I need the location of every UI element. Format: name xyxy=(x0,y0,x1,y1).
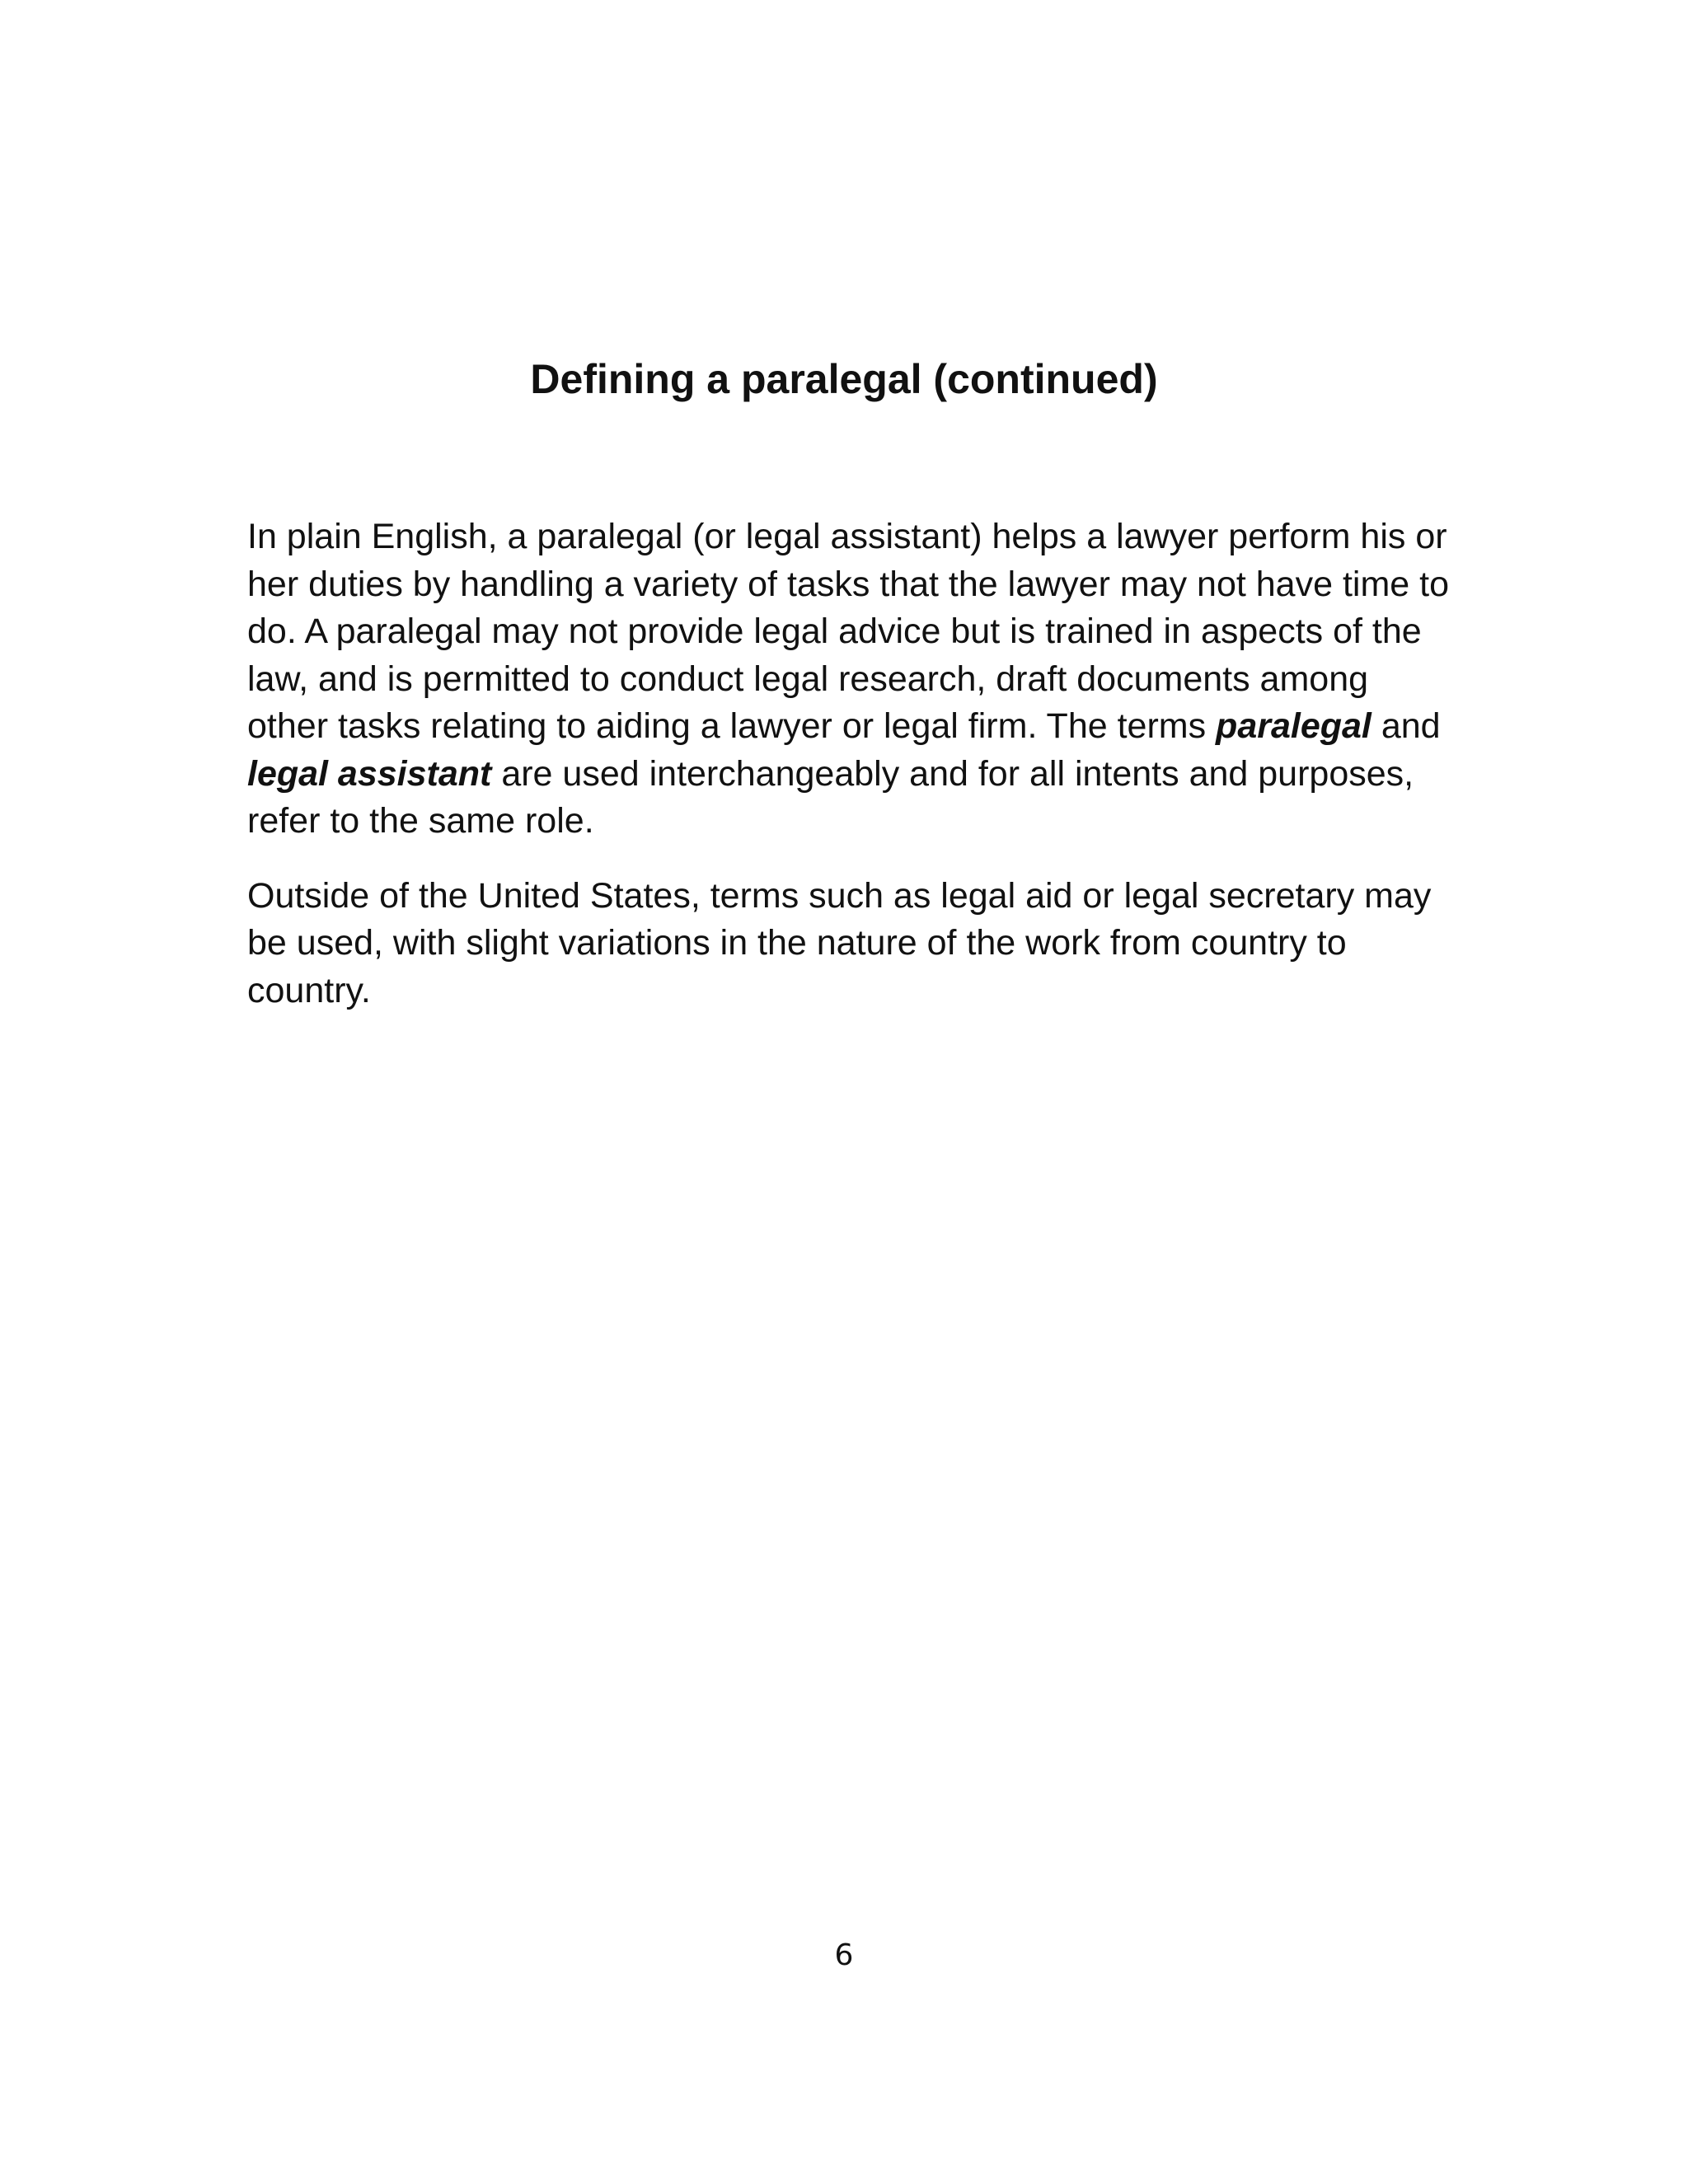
page-title: Defining a paralegal (continued) xyxy=(530,356,1158,402)
paragraph-definition xyxy=(247,513,1451,846)
paragraph-definition-text-end: are used interchangeably and for all intents and purposes, refer to the same role. xyxy=(247,753,1414,841)
body-text xyxy=(247,513,1451,1042)
page-number: 6 xyxy=(834,1938,854,1972)
paragraph-international-terms: Outside of the United States, terms such as legal aid or legal secretary may be used, with slight variations in the nature of the work from country to country. xyxy=(247,875,1432,1010)
term-paralegal: paralegal xyxy=(1216,706,1372,746)
paragraph-definition-text-middle: and xyxy=(1371,706,1441,746)
paragraph-definition-text-start: In plain English, a paralegal (or legal assistant) helps a lawyer perform his or her duties by handling a variety of tasks that the lawyer may not have time to do. A paralegal may not provide legal advice but is trained in aspects of the law, and is permitted to conduct legal research, draft documents among other tasks relating to aiding a lawyer or legal firm. The terms xyxy=(247,517,1449,746)
term-legal-assistant: legal assistant xyxy=(247,753,492,794)
